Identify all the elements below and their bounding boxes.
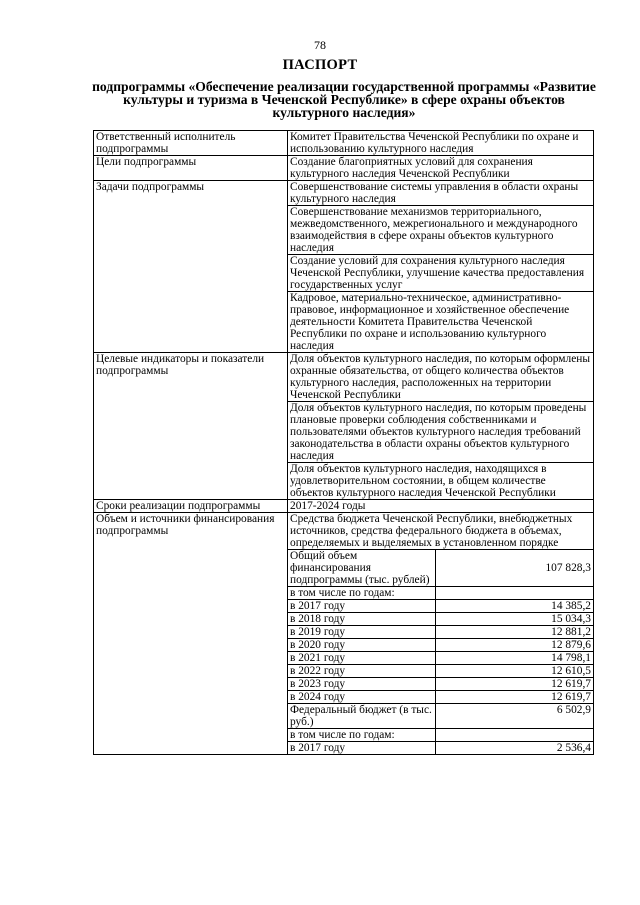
federal-value: 6 502,9 [436,704,594,729]
year-value: 12 619,7 [436,691,594,704]
federal-including-label: в том числе по годам: [288,729,436,742]
financing-row [288,665,593,678]
year-label: в 2021 году [288,652,436,665]
row-responsible [94,131,594,156]
year-value: 15 034,3 [436,613,594,626]
year-label: в 2024 году [288,691,436,704]
financing-description: Средства бюджета Чеченской Республики, внебюджетных источников, средства федерального бюджета в объемах, определяемых и выделяемых в установленном порядке [290,513,573,549]
task-item: Создание условий для сохранения культурного наследия Чеченской Республики, улучшение качества предоставления государственных услуг [288,255,594,292]
year-label: в 2023 году [288,678,436,691]
indicator-item: Доля объектов культурного наследия, по которым оформлены охранные обязательства, от общего количества объектов культурного наследия, расположенных на территории Чеченской Республики [288,353,594,402]
federal-year-label: в 2017 году [288,742,436,755]
indicator-item: Доля объектов культурного наследия, находящихся в удовлетворительном состоянии, в общем количестве объектов культурного наследия Чеченской Республики [288,463,594,500]
passport-table [93,130,594,755]
year-value: 12 879,6 [436,639,594,652]
financing-row [288,600,593,613]
document-subtitle: подпрограммы «Обеспечение реализации государственной программы «Развитие культуры и туризма в Чеченской Республике» в сфере охраны объектов культурного наследия» [92,79,596,120]
row-value: Комитет Правительства Чеченской Республики по охране и использованию культурного наследия [288,131,594,156]
row-label: Цели подпрограммы [94,156,288,181]
financing-row [288,652,593,665]
row-value: 2017-2024 годы [288,500,594,513]
financing-table [288,549,593,754]
row-terms [94,500,594,513]
year-label: в 2019 году [288,626,436,639]
total-value: 107 828,3 [436,550,594,587]
year-label: в 2022 году [288,665,436,678]
indicator-item: Доля объектов культурного наследия, по которым проведены плановые проверки соблюдения собственниками и пользователями объектов культурного наследия требований законодательства в области охраны объектов культурного наследия [288,402,594,463]
financing-row [288,626,593,639]
federal-label: Федеральный бюджет (в тыс. руб.) [288,704,436,729]
row-label: Ответственный исполнитель подпрограммы [94,131,288,156]
row-financing [94,513,594,755]
row-label: Задачи подпрограммы [94,181,288,353]
task-item: Кадровое, материально-техническое, административно-правовое, информационное и хозяйственное обеспечение деятельности Комитета Правительства Чеченской Республики по охране и использованию культурного наследия [288,292,594,353]
row-tasks [94,181,594,206]
financing-row [288,691,593,704]
federal-including-empty [436,729,594,742]
financing-row [288,639,593,652]
page-number: 78 [314,38,326,52]
task-item: Совершенствование системы управления в области охраны культурного наследия [288,181,594,206]
financing-row [288,742,593,755]
federal-year-value: 2 536,4 [436,742,594,755]
financing-row [288,704,593,729]
financing-row [288,613,593,626]
including-empty [436,587,594,600]
row-goals [94,156,594,181]
row-indicators [94,353,594,402]
financing-row [288,729,593,742]
year-value: 12 619,7 [436,678,594,691]
year-value: 12 610,5 [436,665,594,678]
task-item: Совершенствование механизмов территориального, межведомственного, межрегионального и международного взаимодействия в сфере охраны объектов культурного наследия [288,206,594,255]
including-label: в том числе по годам: [288,587,436,600]
year-label: в 2017 году [288,600,436,613]
document-title: ПАСПОРТ [282,57,358,73]
year-value: 12 881,2 [436,626,594,639]
row-label: Объем и источники финансирования подпрограммы [94,513,288,755]
row-value: Создание благоприятных условий для сохранения культурного наследия Чеченской Республики [288,156,594,181]
year-value: 14 798,1 [436,652,594,665]
row-label: Сроки реализации подпрограммы [94,500,288,513]
year-label: в 2018 году [288,613,436,626]
year-value: 14 385,2 [436,600,594,613]
total-label: Общий объем финансирования подпрограммы (тыс. рублей) [288,550,436,587]
financing-cell [288,513,594,755]
row-label: Целевые индикаторы и показатели подпрограммы [94,353,288,500]
financing-row [288,678,593,691]
year-label: в 2020 году [288,639,436,652]
